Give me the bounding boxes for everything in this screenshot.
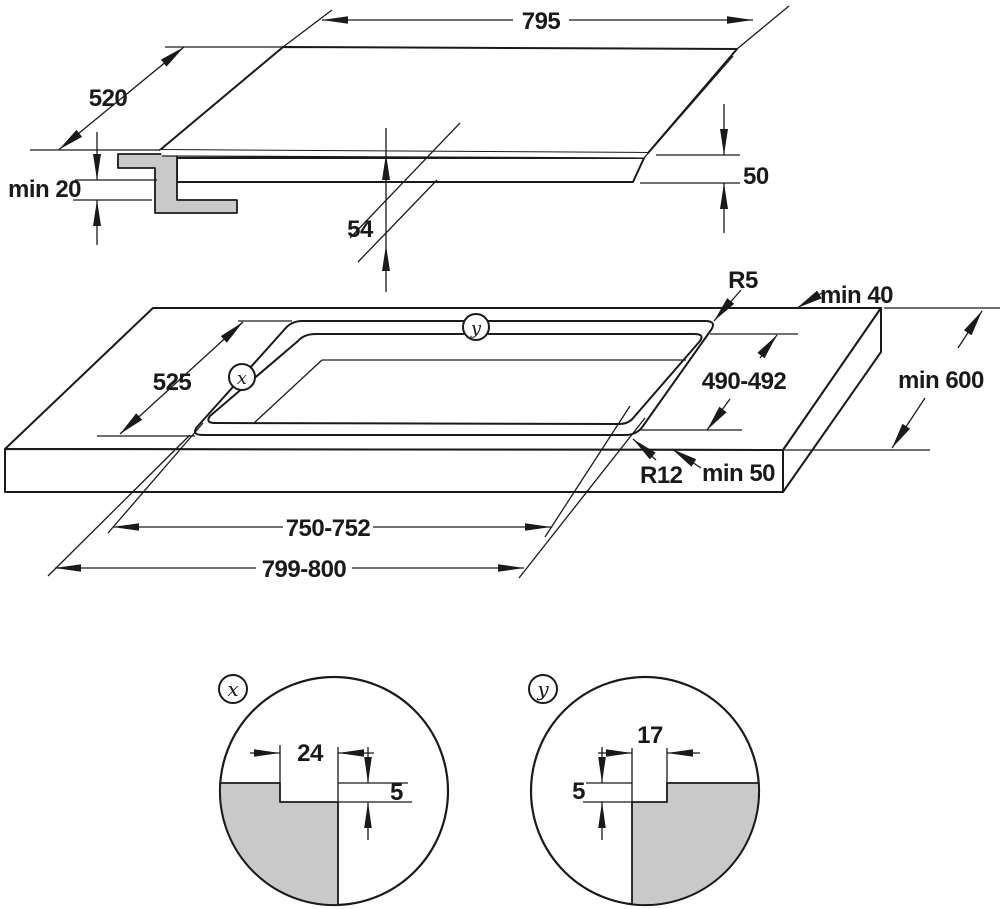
arrowhead-icon xyxy=(498,564,524,572)
arrowhead-icon xyxy=(59,130,82,150)
detail-x-worktop-section xyxy=(220,783,338,905)
dim-label-525: 525 xyxy=(152,369,192,396)
arrowhead-icon xyxy=(797,291,822,308)
ext-line xyxy=(283,10,332,47)
marker-letter-y: y xyxy=(537,677,549,701)
dim-label-5: 5 xyxy=(390,779,403,806)
detail-y-view xyxy=(529,675,759,905)
dim-label-490-492: 490-492 xyxy=(701,368,787,395)
arrowhead-icon xyxy=(93,154,101,180)
arrowhead-icon xyxy=(964,311,982,335)
dim-label-799-800: 799-800 xyxy=(261,556,347,583)
arrowhead-icon xyxy=(727,16,753,24)
marker-letter-x: x xyxy=(227,677,239,701)
detail-x-label xyxy=(219,675,247,703)
dim-label-min50: min 50 xyxy=(702,460,776,487)
arrowhead-icon xyxy=(322,16,348,24)
arrowhead-icon xyxy=(892,424,910,448)
dim-label-min600: min 600 xyxy=(898,367,984,394)
arrowhead-icon xyxy=(525,523,551,531)
dim-label-R5: R5 xyxy=(728,267,758,294)
marker-letter-x: x xyxy=(236,368,248,389)
dim-label-min40: min 40 xyxy=(820,282,894,309)
detail-marker-x xyxy=(229,364,255,390)
dim-label-24: 24 xyxy=(297,740,323,767)
detail-x-view xyxy=(219,675,448,905)
dim-label-5: 5 xyxy=(572,778,585,805)
arrowhead-icon xyxy=(382,245,390,271)
arrowhead-icon xyxy=(113,523,139,531)
arrowhead-icon xyxy=(720,129,728,155)
marker-letter-y: y xyxy=(470,318,482,339)
worktop-cutout-view xyxy=(5,267,1000,583)
hob-top-view xyxy=(8,6,789,292)
dim-label-520: 520 xyxy=(88,85,128,112)
arrowhead-icon xyxy=(93,200,101,226)
detail-y-label xyxy=(529,675,557,703)
dim-label-R12: R12 xyxy=(640,462,683,489)
hob-body xyxy=(177,158,644,182)
dim-label-17: 17 xyxy=(637,722,663,749)
dim-label-54: 54 xyxy=(347,216,373,243)
ext-line xyxy=(737,6,789,49)
dim-label-min20: min 20 xyxy=(8,176,82,203)
dim-label-750-752: 750-752 xyxy=(285,515,371,542)
dim-width-795 xyxy=(283,6,789,49)
detail-y-worktop-section xyxy=(632,783,759,905)
dim-label-50: 50 xyxy=(743,163,769,190)
detail-marker-y xyxy=(463,314,489,340)
arrowhead-icon xyxy=(161,47,184,67)
dim-label-795: 795 xyxy=(521,8,561,35)
dim-clearance-min40 xyxy=(797,282,893,309)
arrowhead-icon xyxy=(720,183,728,209)
dim-clearance-min20 xyxy=(8,132,157,245)
hob-glass-top xyxy=(160,47,737,153)
